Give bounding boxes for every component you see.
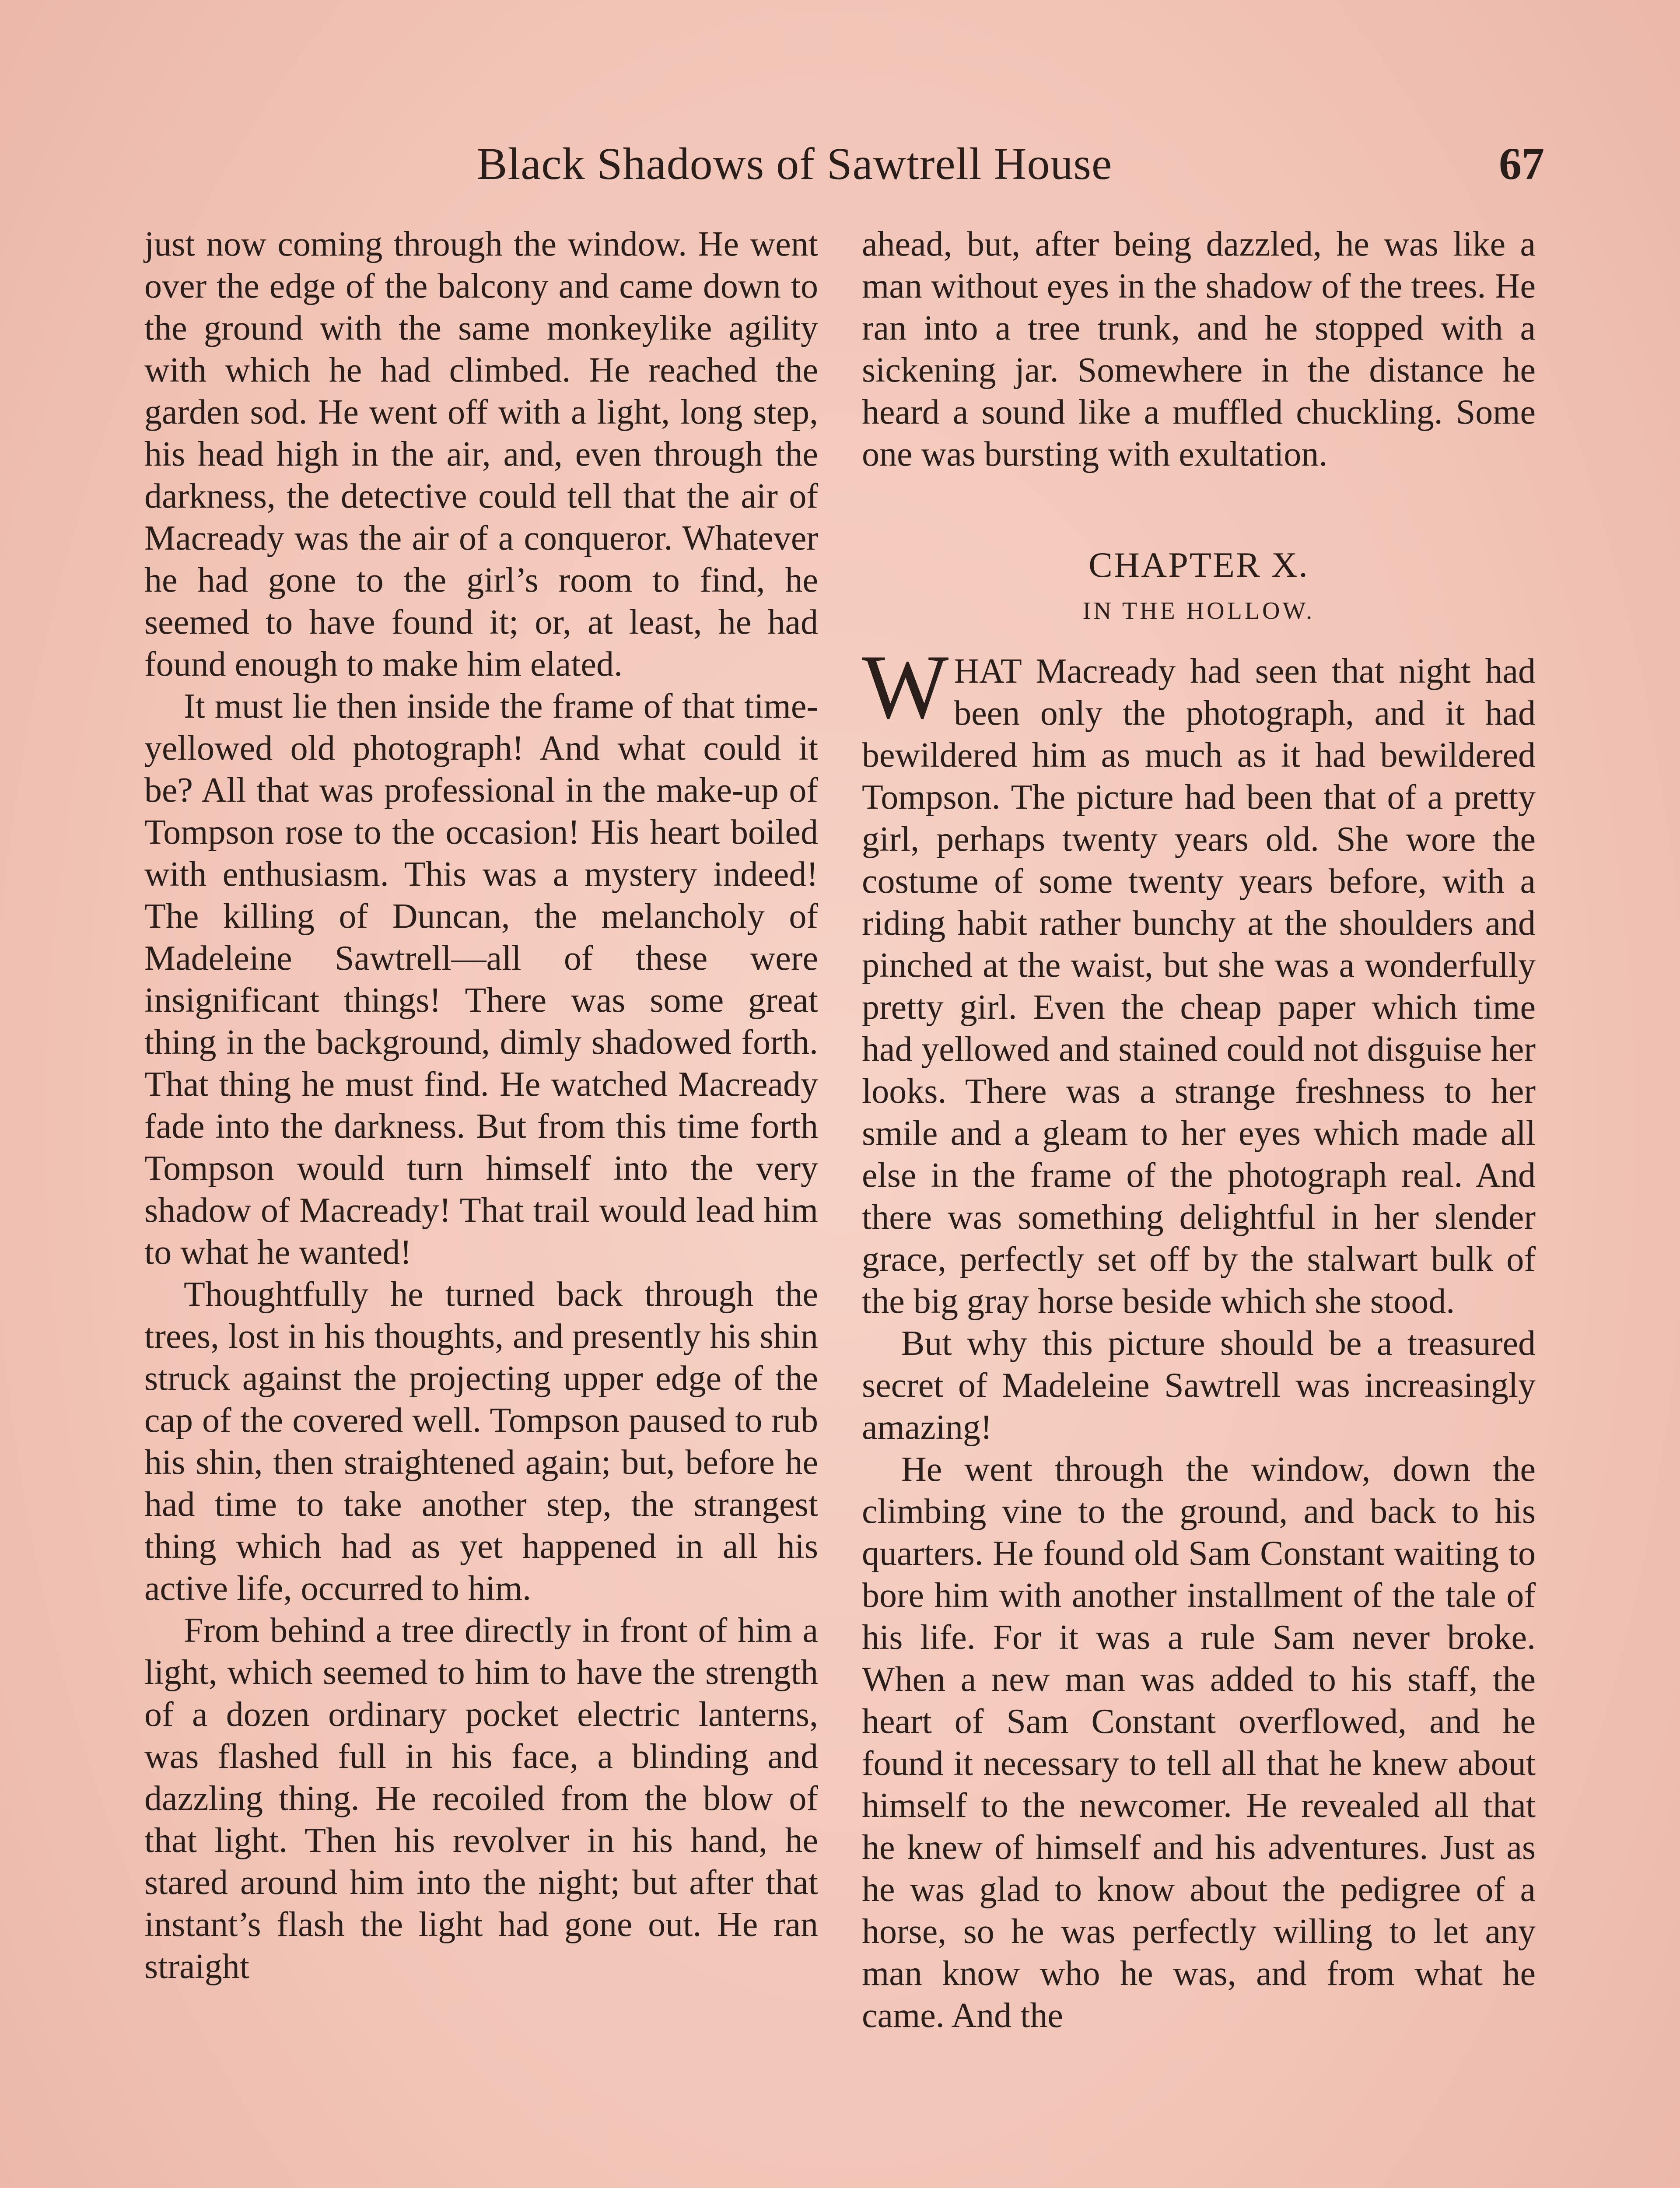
paragraph: But why this picture should be a treasured secret of Madeleine Sawtrell was increasingly amazing! — [862, 1324, 1536, 1447]
paragraph: From behind a tree directly in front of him a light, which seemed to him to have the strength of a dozen ordinary pocket electric lanterns, was flashed full in his face, a blinding and dazzling thing. He recoiled from the blow of that light. Then his revolver in his hand, he stared around him into the night; but after that instant’s flash the light had gone out. He ran straight — [144, 1611, 818, 1986]
chapter-subtitle: IN THE HOLLOW. — [1082, 597, 1315, 624]
chapter-heading: CHAPTER X. — [1088, 545, 1309, 585]
paragraph: just now coming through the window. He went over the edge of the balcony and came down to the ground with the same monkeylike agility with which he had climbed. He reached the garden sod. He went off with a light, long step, his head high in the air, and, even through the darkness, the detective could tell that the air of Macready was the air of a conqueror. Whatever he had gone to the girl’s room to find, he seemed to have found it; or, at least, he had found enough to make him elated. — [144, 225, 818, 684]
page-number: 67 — [1499, 139, 1544, 189]
paragraph: He went through the window, down the climbing vine to the ground, and back to his quarters. He found old Sam Constant waiting to bore him with another installment of the tale of his life. For it was a rule Sam never broke. When a new man was added to his staff, the heart of Sam Constant overflowed, and he found it necessary to tell all that he knew about himself to the newcomer. He revealed all that he knew of himself and his adventures. Just as he was glad to know about the pedigree of a horse, so he was perfectly willing to let any man know who he was, and from what he came. And the — [862, 1450, 1536, 2035]
paragraph: ahead, but, after being dazzled, he was like a man without eyes in the shadow of the trees. He ran into a tree trunk, and he stopped with a sickening jar. Somewhere in the distance he heard a sound like a muffled chuckling. Some one was bursting with exultation. — [862, 225, 1536, 473]
running-title: Black Shadows of Sawtrell House — [477, 139, 1113, 189]
running-header — [144, 131, 1544, 197]
paragraph: Thoughtfully he turned back through the trees, lost in his thoughts, and presently his shin struck against the projecting upper edge of the cap of the covered well. Tompson paused to rub his shin, then straightened again; but, before he had time to take another step, the strangest thing which had as yet happened in all his active life, occurred to him. — [144, 1275, 818, 1608]
right-column — [862, 223, 1536, 2037]
left-column — [144, 223, 818, 1988]
paragraph: It must lie then inside the frame of that time-yellowed old photograph! And what could it be? All that was professional in the make-up of Tompson rose to the occasion! His heart boiled with enthusiasm. This was a mystery indeed! The killing of Duncan, the melancholy of Madeleine Sawtrell—all of these were insignificant things! There was some great thing in the background, dimly shadowed forth. That thing he must find. He watched Macready fade into the darkness. But from this time forth Tompson would turn himself into the very shadow of Macready! That trail would lead him to what he wanted! — [144, 687, 818, 1272]
chapter-opening-paragraph: WHAT Macready had seen that night had been only the photograph, and it had bewildered him as much as it had bewildered Tompson. The picture had been that of a pretty girl, perhaps twenty years old. She wore the costume of some twenty years before, with a riding habit rather bunchy at the shoulders and pinched at the waist, but she was a wonderfully pretty girl. Even the cheap paper which time had yellowed and stained could not disguise her looks. There was a strange freshness to her smile and a gleam to her eyes which made all else in the frame of the photograph real. And there was something delightful in her slender grace, perfectly set off by the stalwart bulk of the big gray horse beside which she stood. — [862, 636, 1536, 1321]
